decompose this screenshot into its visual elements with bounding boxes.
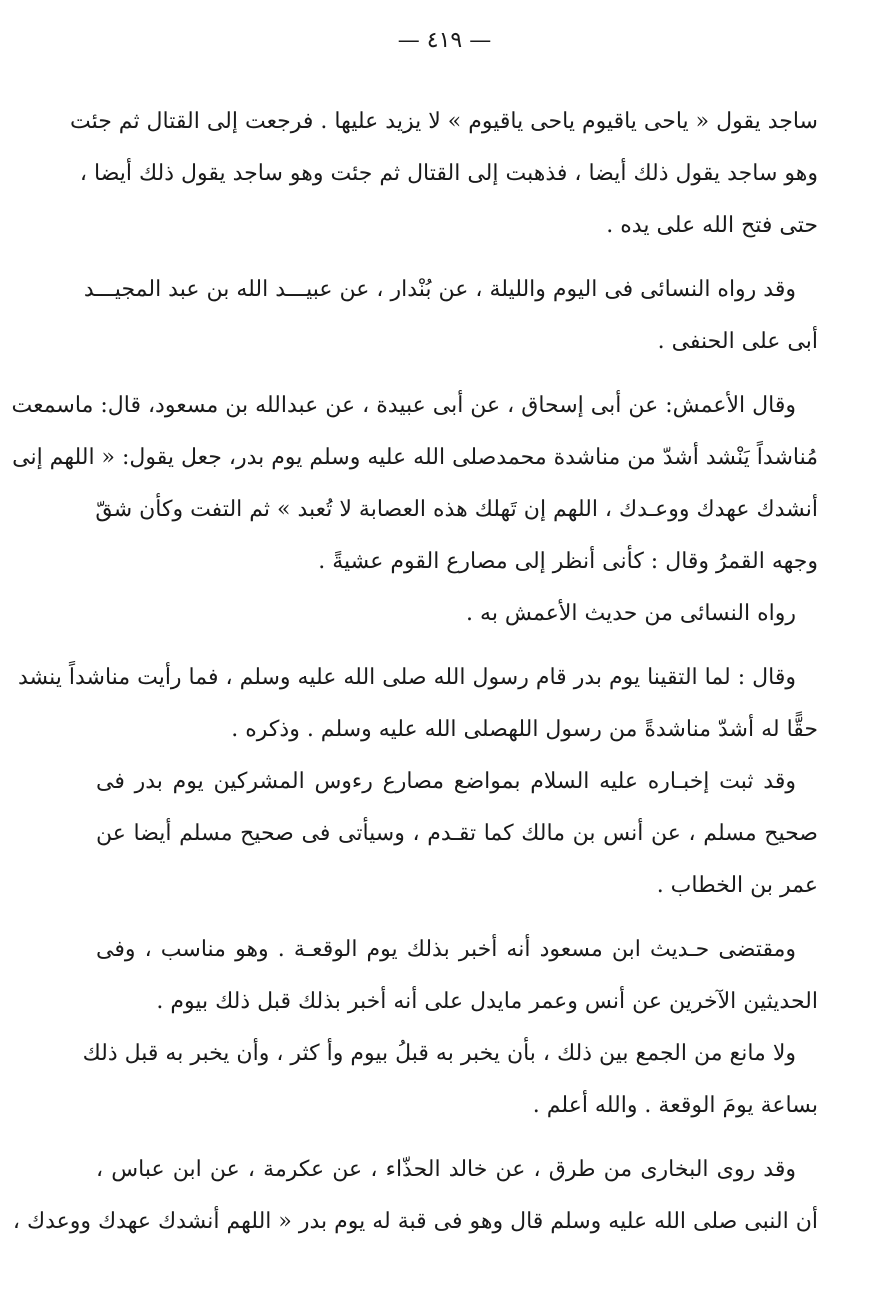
text-line: مُناشداً يَنْشد أشدّ من مناشدة محمدصلى الله عليه وسلم يوم بدر، جعل يقول: « اللهم إنى xyxy=(12,445,818,470)
paragraph xyxy=(96,924,818,1028)
text-line: حتى فتح الله على يده . xyxy=(606,213,818,238)
body-text xyxy=(11,96,818,1248)
text-line: وهو ساجد يقول ذلك أيضا ، فذهبت إلى القتال ثم جئت وهو ساجد يقول ذلك أيضا ، xyxy=(79,161,818,186)
text-line: الحديثين الآخرين عن أنس وعمر مايدل على أنه أخبر بذلك قبل ذلك بيوم . xyxy=(156,989,818,1014)
text-line: وقد روى البخارى من طرق ، عن خالد الحذّاء ، عن عكرمة ، عن ابن عباس ، xyxy=(96,1157,796,1182)
text-line: وقد ثبت إخبـاره عليه السلام بمواضع مصارع رءوس المشركين يوم بدر فى xyxy=(96,769,796,794)
paragraph xyxy=(11,380,818,588)
text-line: ولا مانع من الجمع بين ذلك ، بأن يخبر به قبلُ بيوم وأ كثر ، وأن يخبر به قبل ذلك xyxy=(82,1041,796,1066)
text-line: وقد رواه النسائى فى اليوم والليلة ، عن بُنْدار ، عن عبيـــد الله بن عبد المجيـــد xyxy=(83,277,796,302)
paragraph xyxy=(12,1144,818,1248)
text-line: عمر بن الخطاب . xyxy=(656,873,818,898)
text-line: حقًّا له أشدّ مناشدةً من رسول اللهصلى الله عليه وسلم . وذكره . xyxy=(231,717,818,742)
paragraph xyxy=(96,756,818,912)
text-line: ساجد يقول « ياحى ياقيوم ياحى ياقيوم » لا يزيد عليها . فرجعت إلى القتال ثم جئت xyxy=(69,109,818,134)
text-line: وجهه القمرُ وقال : كأنى أنظر إلى مصارع القوم عشيةً . xyxy=(318,549,818,574)
paragraph xyxy=(82,1028,818,1132)
text-line: أن النبى صلى الله عليه وسلم قال وهو فى قبة له يوم بدر « اللهم أنشدك عهدك ووعدك ، xyxy=(12,1209,818,1234)
text-line: وقال الأعمش: عن أبى إسحاق ، عن أبى عبيدة ، عن عبدالله بن مسعود، قال: ماسمعت xyxy=(11,393,796,418)
paragraph xyxy=(96,588,818,640)
text-line: بساعة يومَ الوقعة . والله أعلم . xyxy=(532,1093,818,1118)
paragraph xyxy=(17,652,818,756)
paragraph xyxy=(83,264,818,368)
text-line: أنشدك عهدك ووعـدك ، اللهم إن تَهلك هذه العصابة لا تُعبد » ثم التفت وكأن شقّ xyxy=(95,497,818,522)
text-line: أبى على الحنفى . xyxy=(657,329,818,354)
text-line: وقال : لما التقينا يوم بدر قام رسول الله صلى الله عليه وسلم ، فما رأيت مناشداً ينشد xyxy=(17,665,796,690)
page-number: — ٤١٩ — xyxy=(397,28,492,53)
text-line: ومقتضى حـديث ابن مسعود أنه أخبر بذلك يوم الوقعـة . وهو مناسب ، وفى xyxy=(96,937,796,962)
text-line: صحيح مسلم ، عن أنس بن مالك كما تقـدم ، وسيأتى فى صحيح مسلم أيضا عن xyxy=(96,821,818,846)
text-line: رواه النسائى من حديث الأعمش به . xyxy=(466,601,796,626)
paragraph xyxy=(69,96,818,252)
